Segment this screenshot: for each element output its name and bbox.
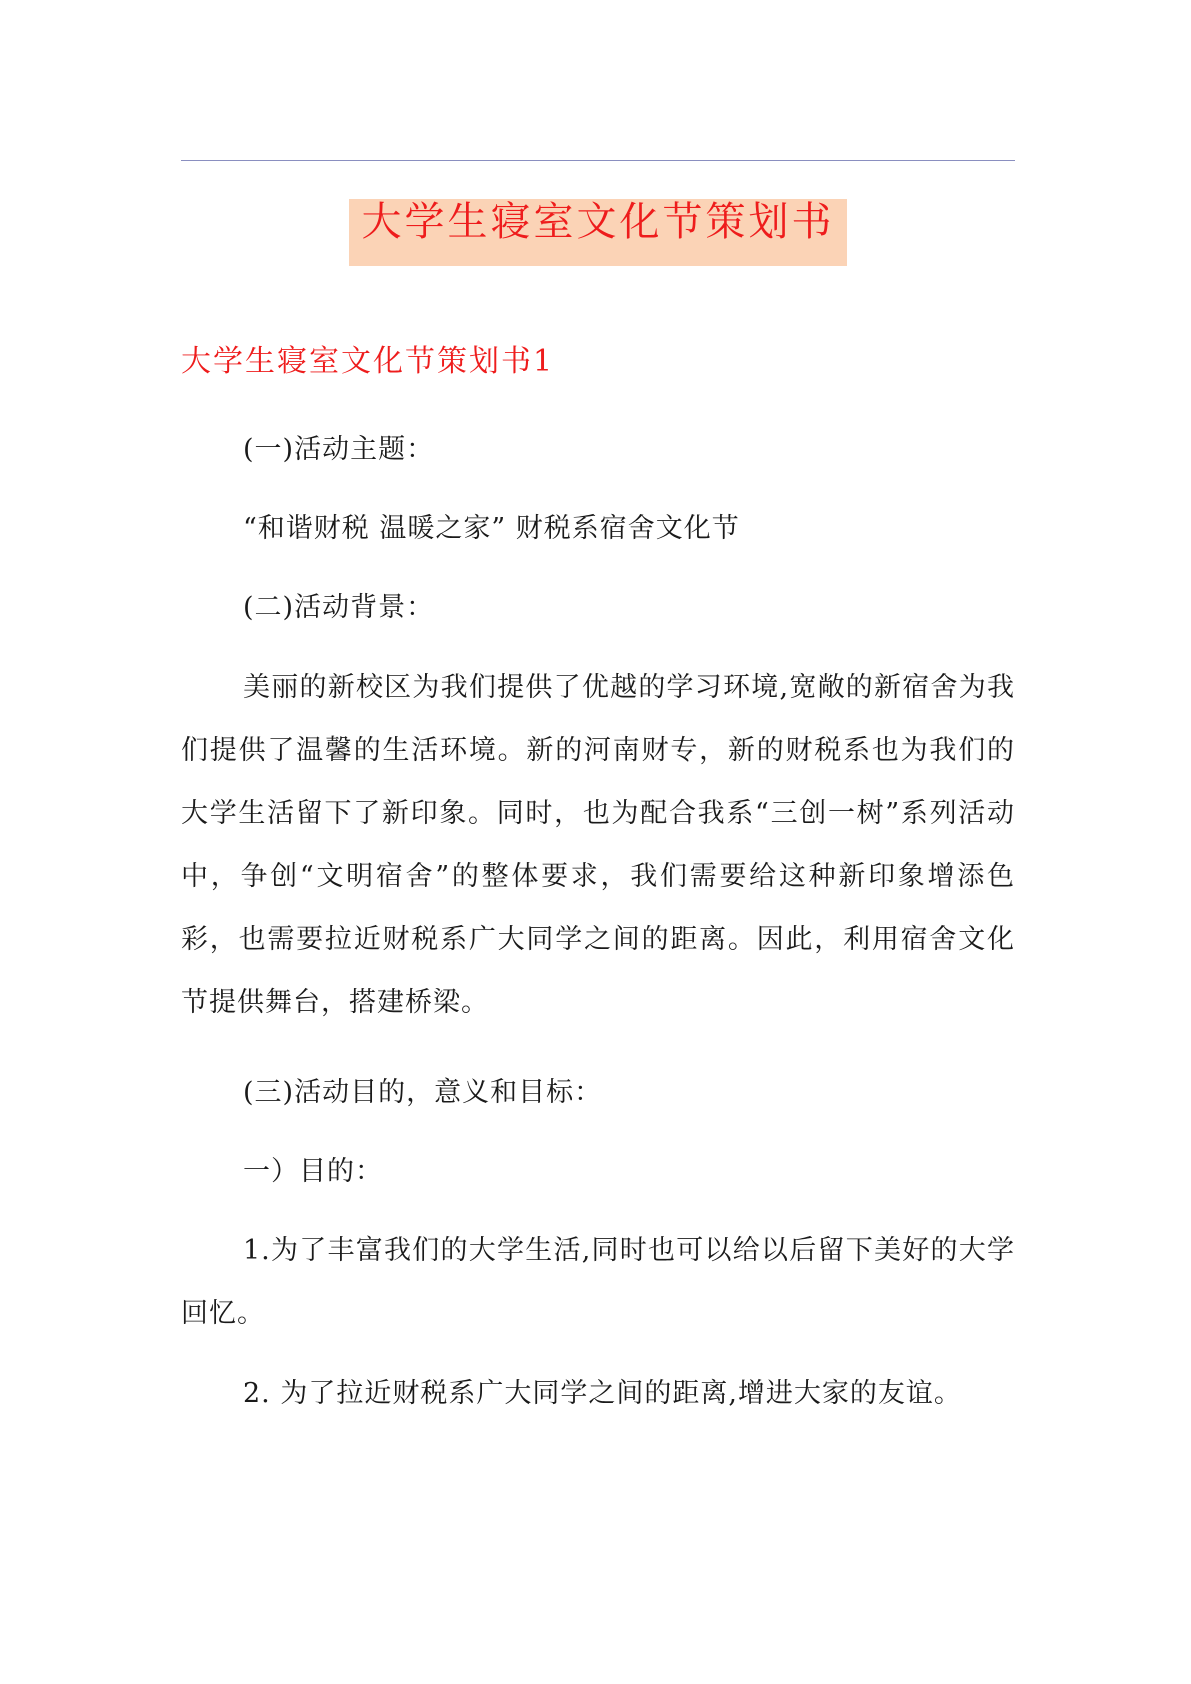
paragraph-activity-theme-label: (一)活动主题：	[243, 434, 435, 465]
paragraph-objective-1: 1.为了丰富我们的大学生活,同时也可以给以后留下美好的大学回忆。	[181, 1235, 1015, 1329]
title-highlight	[349, 199, 847, 266]
paragraph-objective-label: 一）目的：	[243, 1156, 383, 1187]
paragraph-objective-2: 2. 为了拉近财税系广大同学之间的距离,增进大家的友谊。	[243, 1378, 962, 1409]
document-title: 大学生寝室文化节策划书	[361, 199, 835, 245]
paragraph-activity-theme: “和谐财税 温暖之家” 财税系宿舍文化节	[243, 513, 740, 544]
section-heading: 大学生寝室文化节策划书1	[181, 344, 555, 379]
paragraph-purpose-label: (三)活动目的，意义和目标：	[243, 1077, 603, 1108]
paragraph-activity-background: 美丽的新校区为我们提供了优越的学习环境,宽敞的新宿舍为我们提供了温馨的生活环境。新的河南财专，新的财税系也为我们的大学生活留下了新印象。同时，也为配合我系“三创一树”系列活动中，争创“文明宿舍”的整体要求，我们需要给这种新印象增添色彩，也需要拉近财税系广大同学之间的距离。因此，利用宿舍文化节提供舞台，搭建桥梁。	[181, 672, 1015, 1018]
paragraph-activity-background-label: (二)活动背景：	[243, 592, 435, 623]
header-rule	[181, 160, 1015, 161]
